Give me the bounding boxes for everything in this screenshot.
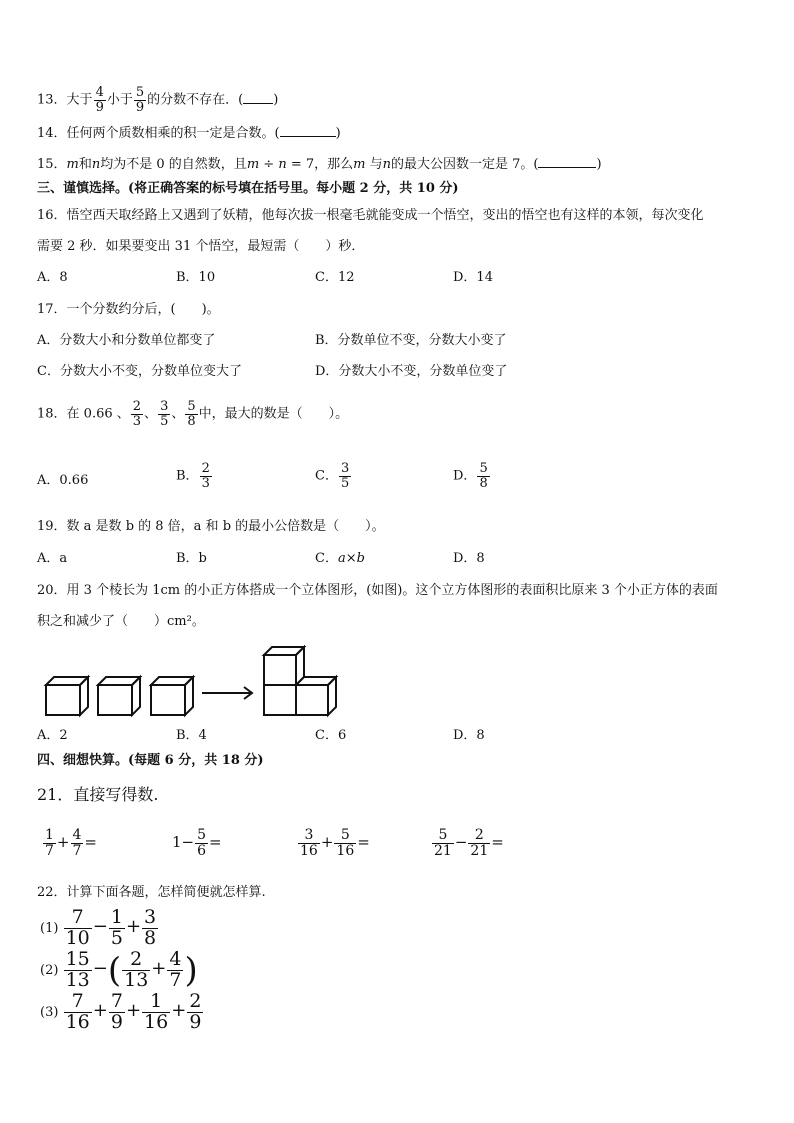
option-d[interactable]: D．8 — [453, 551, 485, 566]
question-17: 17．一个分数约分后，( )。 — [37, 302, 220, 317]
option-c[interactable]: C．12 — [315, 270, 355, 285]
option-a[interactable]: A．0.66 — [37, 473, 89, 488]
option-b[interactable]: B． $\frac{2}{3}$ — [176, 461, 210, 491]
question-20-line1: 20．用 3 个棱长为 1cm 的小正方体搭成一个立体图形，(如图)。这个立方体图形的表面积比原来 3 个小正方体的表面 — [37, 583, 718, 598]
question-18: 18．在 0.66 、 $\frac{2}{3}$ 、 $\frac{3}{5}$ 、 $\frac{5}{8}$ 中，最大的数是（ ）。 — [37, 399, 349, 429]
option-c[interactable]: C．6 — [315, 728, 347, 743]
cube-figure — [40, 643, 360, 723]
option-d[interactable]: D．分数大小不变，分数单位变了 — [315, 364, 508, 379]
question-13: 13．大于 $\frac{4}{9}$ 小于 $\frac{5}{9}$ 的分数不存在．( ) — [37, 85, 279, 115]
combined-cubes-icon — [264, 647, 336, 715]
cube-icon — [151, 677, 193, 715]
question-15: 15．m和n均为不是 0 的自然数，且m ÷ n = 7，那么m 与n的最大公因数一定是 7。( ) — [37, 157, 602, 172]
option-b[interactable]: B．10 — [176, 270, 216, 285]
option-d[interactable]: D．8 — [453, 728, 485, 743]
option-a[interactable]: A．8 — [37, 270, 68, 285]
option-b[interactable]: B．4 — [176, 728, 207, 743]
option-a[interactable]: A．2 — [37, 728, 68, 743]
option-a[interactable]: A．a — [37, 551, 68, 566]
calc-item-2: 1− $\frac{5}{6}$ = — [172, 827, 222, 859]
section-3-heading: 三、谨慎选择。(将正确答案的标号填在括号里。每小题 2 分，共 10 分) — [37, 181, 459, 196]
option-b[interactable]: B．分数单位不变，分数大小变了 — [315, 333, 507, 348]
question-14: 14．任何两个质数相乘的积一定是合数。( ) — [37, 126, 341, 141]
cube-icon — [98, 677, 140, 715]
option-d[interactable]: D． $\frac{5}{8}$ — [453, 461, 488, 491]
question-22-title: 22．计算下面各题，怎样简便就怎样算. — [37, 885, 266, 900]
option-d[interactable]: D．14 — [453, 270, 493, 285]
option-c[interactable]: C． $\frac{3}{5}$ — [315, 461, 350, 491]
answer-blank[interactable] — [280, 124, 336, 137]
calc-item-3: $\frac{3}{16}$ + $\frac{5}{16}$ = — [300, 827, 370, 859]
calc-item-4: $\frac{5}{21}$ − $\frac{2}{21}$ = — [434, 827, 504, 859]
fraction: $\frac{4}{9}$ — [95, 85, 104, 115]
answer-blank[interactable] — [538, 155, 596, 168]
question-20-line2: 积之和减少了（ ）cm²。 — [37, 614, 205, 629]
option-b[interactable]: B．b — [176, 551, 207, 566]
option-c[interactable]: C．a×b — [315, 551, 365, 566]
question-21-title: 21．直接写得数. — [37, 785, 159, 804]
calc-problem-3: (3) $\frac{7}{16}$ + $\frac{7}{9}$ + $\frac{1}{16}$ + $\frac{2}{9}$ — [40, 990, 202, 1033]
question-16-line2: 需要 2 秒．如果要变出 31 个悟空，最短需（ ）秒． — [37, 239, 365, 254]
calc-item-1: $\frac{1}{7}$ + $\frac{4}{7}$ = — [45, 827, 97, 859]
option-a[interactable]: A．分数大小和分数单位都变了 — [37, 333, 216, 348]
question-19: 19．数 a 是数 b 的 8 倍，a 和 b 的最小公倍数是（ ）。 — [37, 519, 385, 534]
cube-icon — [46, 677, 88, 715]
option-c[interactable]: C．分数大小不变，分数单位变大了 — [37, 364, 242, 379]
arrow-right-icon — [202, 687, 252, 699]
answer-blank[interactable] — [243, 91, 273, 104]
section-4-heading: 四、细想快算。(每题 6 分，共 18 分) — [37, 753, 264, 768]
fraction: $\frac{5}{9}$ — [135, 85, 145, 115]
calc-problem-2: (2) $\frac{15}{13}$ −( $\frac{2}{13}$ + $\frac{4}{7}$ ) — [40, 948, 198, 991]
calc-problem-1: (1) $\frac{7}{10}$ − $\frac{1}{5}$ + $\frac{3}{8}$ — [40, 906, 157, 949]
question-16-line1: 16．悟空西天取经路上又遇到了妖精，他每次拔一根毫毛就能变成一个悟空，变出的悟空也有这样的本领，每次变化 — [37, 208, 704, 223]
